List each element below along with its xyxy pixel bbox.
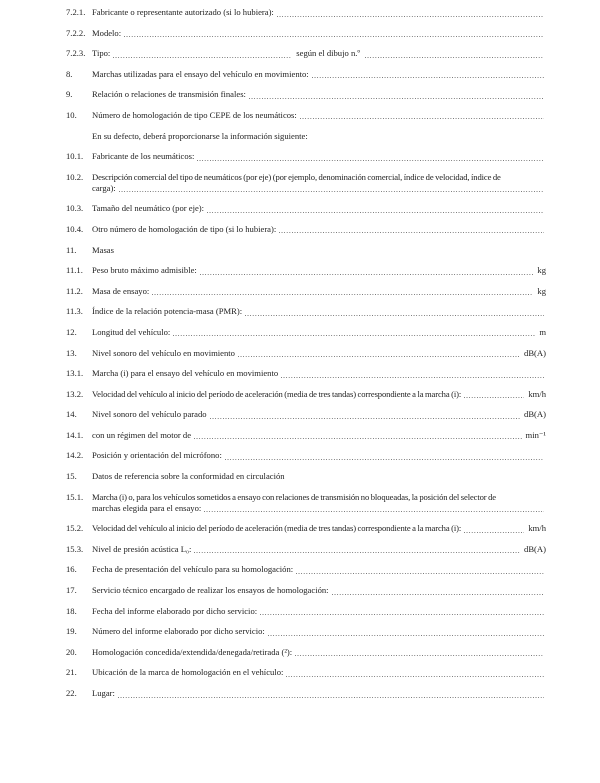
item-number: 11.1. (66, 265, 83, 276)
form-item (66, 564, 546, 575)
item-number: 8. (66, 68, 73, 79)
fill-in-leader (238, 356, 520, 357)
item-line (66, 471, 546, 482)
item-line (66, 647, 546, 658)
item-label: Nivel sonoro del vehículo parado (92, 409, 207, 420)
item-label: Marcha (i) para el ensayo del vehículo en movimiento (92, 368, 279, 379)
fill-in-leader (225, 459, 544, 460)
fill-in-leader (245, 315, 544, 316)
item-line (66, 265, 546, 276)
form-item (66, 172, 546, 194)
item-label: Servicio técnico encargado de realizar los ensayos de homologación: (92, 585, 329, 596)
item-label: Tipo: (92, 48, 111, 59)
item-line (66, 69, 546, 80)
item-unit: dB(A) (524, 347, 546, 358)
item-line (66, 585, 546, 596)
item-number: 20. (66, 646, 77, 657)
form-item (66, 224, 546, 235)
fill-in-leader (312, 77, 544, 78)
item-label: Fecha de presentación del vehículo para su homologación: (92, 564, 294, 575)
fill-in-leader (210, 418, 520, 419)
item-unit: kg (537, 265, 546, 276)
item-label: Número del informe elaborado por dicho servicio: (92, 626, 265, 637)
form-item (66, 667, 546, 678)
item-line (66, 306, 546, 317)
item-label-continuation: marchas elegida para el ensayo: (92, 502, 202, 513)
item-line (66, 89, 546, 100)
form-item (66, 131, 546, 142)
form-item (66, 286, 546, 297)
item-label: Otro número de homologación de tipo (si lo hubiera): (92, 223, 277, 234)
fill-in-leader (113, 57, 292, 58)
item-line (66, 131, 546, 142)
item-number: 9. (66, 89, 73, 100)
item-line (66, 564, 546, 575)
form-item (66, 523, 546, 534)
item-line (66, 348, 546, 359)
form-item (66, 327, 546, 338)
item-line (66, 667, 546, 678)
item-number: 10.3. (66, 203, 84, 214)
item-label: Ubicación de la marca de homologación en el vehículo: (92, 667, 284, 678)
form-item (66, 544, 546, 555)
item-number: 17. (66, 585, 77, 596)
item-line (66, 450, 546, 461)
item-label: Marchas utilizadas para el ensayo del vehículo en movimiento: (92, 68, 309, 79)
item-line (66, 430, 546, 441)
item-line (66, 606, 546, 617)
item-label: Peso bruto máximo admisible: (92, 265, 197, 276)
form-item (66, 688, 546, 699)
item-mid-label: según el dibujo n.º (296, 48, 361, 59)
item-number: 10. (66, 109, 77, 120)
item-label: Posición y orientación del micrófono: (92, 450, 222, 461)
item-line (66, 544, 546, 555)
item-label: Número de homologación de tipo CEPE de los neumáticos: (92, 109, 297, 120)
form-item (66, 471, 546, 482)
form-item (66, 110, 546, 121)
form-item (66, 389, 546, 400)
item-label: Fabricante o representante autorizado (si lo hubiera): (92, 7, 274, 17)
form-item (66, 151, 546, 162)
item-number: 21. (66, 667, 77, 678)
fill-in-leader (260, 614, 544, 615)
item-number: 22. (66, 688, 77, 698)
fill-in-leader (365, 57, 544, 58)
form-item (66, 585, 546, 596)
item-label: Masas (92, 244, 114, 255)
item-number: 15.1. (66, 491, 84, 502)
item-line (66, 151, 546, 162)
item-label: Nivel de presión acústica L₀: (92, 543, 192, 554)
item-number: 7.2.1. (66, 7, 86, 17)
item-label: Descripción comercial del tipo de neumáticos (por eje) (por ejemplo, denominación comercial, índice de velocidad, índice de (92, 171, 501, 182)
fill-in-leader (281, 377, 544, 378)
item-number: 7.2.2. (66, 27, 86, 38)
item-label: Nivel sonoro del vehículo en movimiento (92, 347, 235, 358)
fill-in-leader (194, 438, 521, 439)
item-number: 10.4. (66, 223, 84, 234)
form-item (66, 203, 546, 214)
item-number: 12. (66, 326, 77, 337)
item-line (66, 245, 546, 256)
item-number: 13.1. (66, 368, 84, 379)
fill-in-leader (277, 16, 544, 17)
item-number: 11.2. (66, 285, 83, 296)
item-line (66, 409, 546, 420)
form-item (66, 450, 546, 461)
fill-in-leader (295, 655, 544, 656)
fill-in-leader (200, 274, 534, 275)
fill-in-leader (194, 552, 520, 553)
item-label: En su defecto, deberá proporcionarse la información siguiente: (92, 130, 308, 141)
form-item (66, 492, 546, 514)
item-label: Masa de ensayo: (92, 285, 150, 296)
item-unit: m (539, 326, 546, 337)
item-number: 14. (66, 409, 77, 420)
item-line (66, 368, 546, 379)
item-unit: dB(A) (524, 543, 546, 554)
item-unit: kg (537, 285, 546, 296)
form-item (66, 69, 546, 80)
item-number: 13. (66, 347, 77, 358)
item-line (66, 7, 546, 18)
item-number: 16. (66, 564, 77, 575)
item-number: 19. (66, 626, 77, 637)
form-item (66, 245, 546, 256)
item-line (66, 389, 546, 400)
fill-in-leader (279, 232, 544, 233)
fill-in-leader (197, 160, 544, 161)
form-item (66, 606, 546, 617)
item-line (66, 224, 546, 235)
form-item (66, 348, 546, 359)
item-line (66, 286, 546, 297)
item-label: Modelo: (92, 27, 122, 38)
item-number: 10.1. (66, 151, 84, 162)
item-number: 10.2. (66, 171, 84, 182)
fill-in-leader (204, 511, 544, 512)
item-label: Longitud del vehículo: (92, 326, 171, 337)
form-item (66, 89, 546, 100)
item-label: Velocidad del vehículo al inicio del período de aceleración (media de tres tandas) correspondiente a la marcha (i): (92, 388, 462, 399)
form-item (66, 626, 546, 637)
item-number: 11. (66, 244, 77, 255)
form-item (66, 430, 546, 441)
item-unit: km/h (528, 523, 546, 534)
fill-in-leader (124, 36, 544, 37)
fill-in-leader (464, 397, 524, 398)
item-number: 15. (66, 471, 77, 482)
item-number: 18. (66, 605, 77, 616)
item-number: 15.3. (66, 543, 84, 554)
item-label: Marcha (i) o, para los vehículos sometidos a ensayo con relaciones de transmisión no bloqueadas, la posición del selector de (92, 491, 496, 502)
fill-in-leader (332, 594, 544, 595)
item-number: 13.2. (66, 388, 84, 399)
item-line (66, 110, 546, 121)
fill-in-leader (464, 532, 524, 533)
item-line (66, 688, 546, 699)
fill-in-leader (119, 191, 544, 192)
item-number: 14.1. (66, 429, 84, 440)
item-label-continuation: carga): (92, 182, 116, 193)
form-item (66, 368, 546, 379)
form-item (66, 28, 546, 39)
item-line-continuation (66, 503, 546, 514)
item-line (66, 626, 546, 637)
fill-in-leader (207, 212, 544, 213)
item-unit: dB(A) (524, 409, 546, 420)
item-label: Velocidad del vehículo al inicio del período de aceleración (media de tres tandas) correspondiente a la marcha (i): (92, 523, 462, 534)
item-number: 7.2.3. (66, 48, 86, 59)
item-unit: min⁻¹ (525, 429, 546, 440)
fill-in-leader (118, 697, 544, 698)
item-label: Relación o relaciones de transmisión finales: (92, 89, 246, 100)
fill-in-leader (249, 98, 544, 99)
fill-in-leader (286, 676, 544, 677)
form-item (66, 409, 546, 420)
item-label: con un régimen del motor de (92, 429, 192, 440)
item-label: Fabricante de los neumáticos: (92, 151, 195, 162)
item-line (66, 28, 546, 39)
item-line (66, 172, 546, 183)
fill-in-leader (296, 573, 544, 574)
item-label: Lugar: (92, 688, 115, 698)
item-label: Homologación concedida/extendida/denegada/retirada (²): (92, 646, 293, 657)
fill-in-leader (300, 118, 544, 119)
item-line (66, 492, 546, 503)
item-number: 11.3. (66, 306, 83, 317)
form-item (66, 647, 546, 658)
item-label: Tamaño del neumático (por eje): (92, 203, 205, 214)
item-line (66, 327, 546, 338)
item-unit: km/h (528, 388, 546, 399)
fill-in-leader (268, 635, 544, 636)
form-item (66, 306, 546, 317)
fill-in-leader (173, 335, 535, 336)
item-number: 14.2. (66, 450, 84, 461)
item-label: Índice de la relación potencia-masa (PMR): (92, 306, 243, 317)
item-line (66, 203, 546, 214)
form-item (66, 265, 546, 276)
form-item (66, 7, 546, 18)
item-line-continuation (66, 183, 546, 194)
fill-in-leader (152, 294, 533, 295)
item-line (66, 523, 546, 534)
item-number: 15.2. (66, 523, 84, 534)
item-label: Fecha del informe elaborado por dicho servicio: (92, 605, 258, 616)
item-line (66, 48, 546, 59)
form-item (66, 48, 546, 59)
item-label: Datos de referencia sobre la conformidad en circulación (92, 471, 285, 482)
